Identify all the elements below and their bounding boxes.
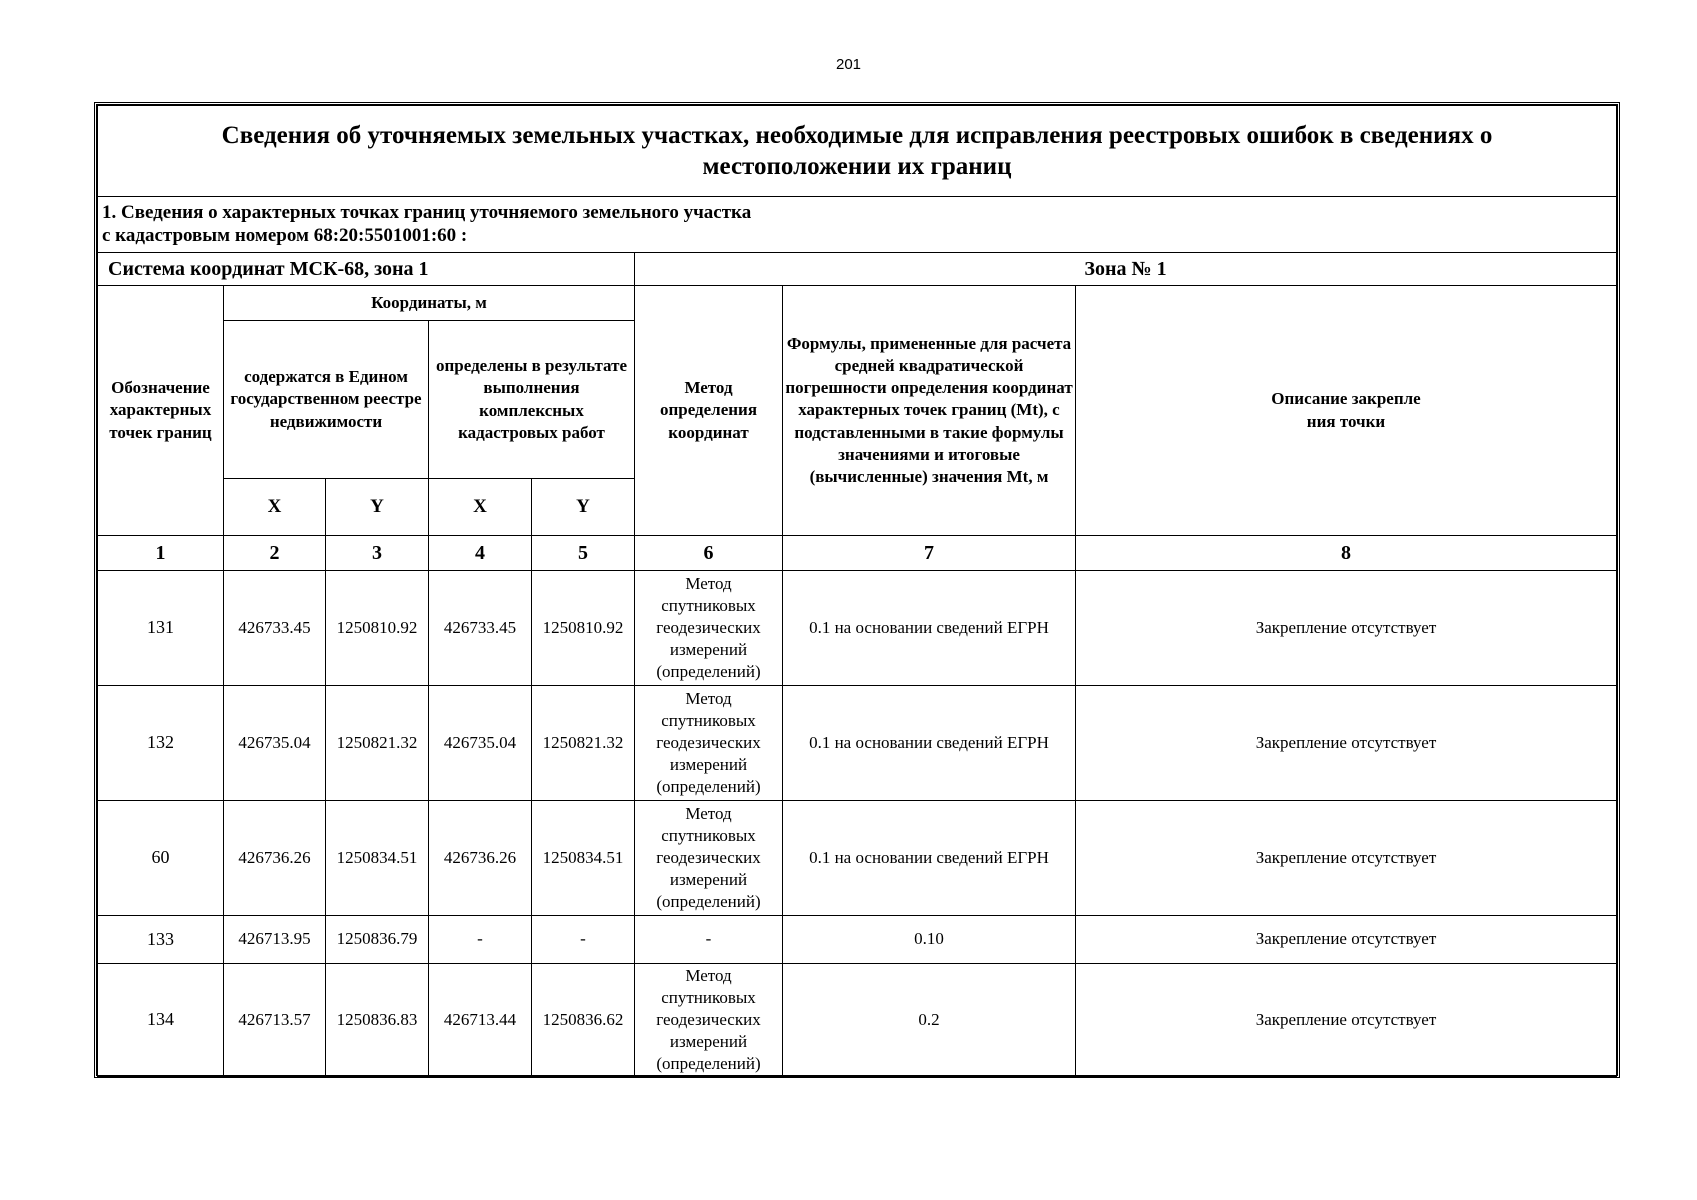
cell-x-registry: 426735.04: [224, 686, 326, 801]
cell-mt: 0.1 на основании сведений ЕГРН: [783, 801, 1076, 916]
zone-label: Зона № 1: [635, 253, 1617, 286]
cell-method: Метод спутниковых геодезических измерений (определений): [635, 964, 783, 1077]
header-y-determined: Y: [532, 479, 635, 536]
cell-x-determined: 426733.45: [429, 571, 532, 686]
cell-description: Закрепление отсутствует: [1076, 801, 1617, 916]
table-row: [98, 571, 1617, 686]
cell-y-determined: 1250810.92: [532, 571, 635, 686]
cell-y-registry: 1250834.51: [326, 801, 429, 916]
header-method: Метод определения координат: [635, 286, 783, 536]
header-x-determined: X: [429, 479, 532, 536]
cell-x-determined: -: [429, 916, 532, 964]
cell-description: Закрепление отсутствует: [1076, 686, 1617, 801]
column-number: 8: [1076, 536, 1617, 571]
page-number: 201: [835, 56, 862, 73]
table-row: [98, 801, 1617, 916]
section-heading: [98, 197, 1617, 253]
cell-description: Закрепление отсутствует: [1076, 571, 1617, 686]
table-row: [98, 964, 1617, 1077]
cell-x-determined: 426735.04: [429, 686, 532, 801]
cell-mt: 0.1 на основании сведений ЕГРН: [783, 571, 1076, 686]
section-heading-line-1: 1. Сведения о характерных точках границ уточняемого земельного участка: [102, 201, 752, 223]
column-number: 1: [98, 536, 224, 571]
cell-point: 60: [98, 801, 224, 916]
cell-point: 133: [98, 916, 224, 964]
header-point-designation: Обозначение характерных точек границ: [98, 286, 224, 536]
cell-point: 132: [98, 686, 224, 801]
cell-y-registry: 1250810.92: [326, 571, 429, 686]
cell-x-registry: 426713.57: [224, 964, 326, 1077]
cell-y-determined: 1250821.32: [532, 686, 635, 801]
document-frame: [94, 102, 1620, 1078]
cell-point: 134: [98, 964, 224, 1077]
cell-y-registry: 1250836.83: [326, 964, 429, 1077]
header-coordinates: Координаты, м: [224, 286, 635, 321]
cell-x-registry: 426736.26: [224, 801, 326, 916]
column-number: 2: [224, 536, 326, 571]
column-number: 5: [532, 536, 635, 571]
header-description: [1076, 286, 1617, 536]
section-heading-line-2: с кадастровым номером 68:20:5501001:60 :: [102, 224, 468, 246]
boundary-points-table: [97, 105, 1617, 1077]
cell-y-determined: 1250834.51: [532, 801, 635, 916]
cell-x-registry: 426713.95: [224, 916, 326, 964]
header-formulas: Формулы, примененные для расчета средней квадратической погрешности определения координат характерных точек границ (Mt), с подставленными в такие формулы значениями и итоговые (вычисленные) значения Mt, м: [783, 286, 1076, 536]
table-row: [98, 916, 1617, 964]
cell-x-registry: 426733.45: [224, 571, 326, 686]
document-title: Сведения об уточняемых земельных участках, необходимые для исправления реестровых ошибок в сведениях о местоположении их границ: [98, 106, 1617, 197]
column-number: 4: [429, 536, 532, 571]
cell-mt: 0.2: [783, 964, 1076, 1077]
header-description-line-2: ния точки: [1306, 411, 1386, 431]
cell-method: Метод спутниковых геодезических измерений (определений): [635, 686, 783, 801]
column-number: 6: [635, 536, 783, 571]
cell-description: Закрепление отсутствует: [1076, 964, 1617, 1077]
cell-mt: 0.10: [783, 916, 1076, 964]
header-in-registry: содержатся в Едином государственном реестре недвижимости: [224, 321, 429, 479]
table-row: [98, 686, 1617, 801]
cell-y-registry: 1250836.79: [326, 916, 429, 964]
cell-method: -: [635, 916, 783, 964]
coordinate-system: Система координат МСК-68, зона 1: [98, 253, 635, 286]
cell-point: 131: [98, 571, 224, 686]
cell-y-determined: -: [532, 916, 635, 964]
cell-description: Закрепление отсутствует: [1076, 916, 1617, 964]
header-x-registry: X: [224, 479, 326, 536]
cell-x-determined: 426713.44: [429, 964, 532, 1077]
header-y-registry: Y: [326, 479, 429, 536]
cell-method: Метод спутниковых геодезических измерений (определений): [635, 801, 783, 916]
header-determined: определены в результате выполнения комплексных кадастровых работ: [429, 321, 635, 479]
cell-method: Метод спутниковых геодезических измерений (определений): [635, 571, 783, 686]
cell-mt: 0.1 на основании сведений ЕГРН: [783, 686, 1076, 801]
cell-y-determined: 1250836.62: [532, 964, 635, 1077]
column-number: 7: [783, 536, 1076, 571]
cell-x-determined: 426736.26: [429, 801, 532, 916]
header-description-line-1: Описание закрепле: [1271, 389, 1421, 409]
cell-y-registry: 1250821.32: [326, 686, 429, 801]
column-number: 3: [326, 536, 429, 571]
